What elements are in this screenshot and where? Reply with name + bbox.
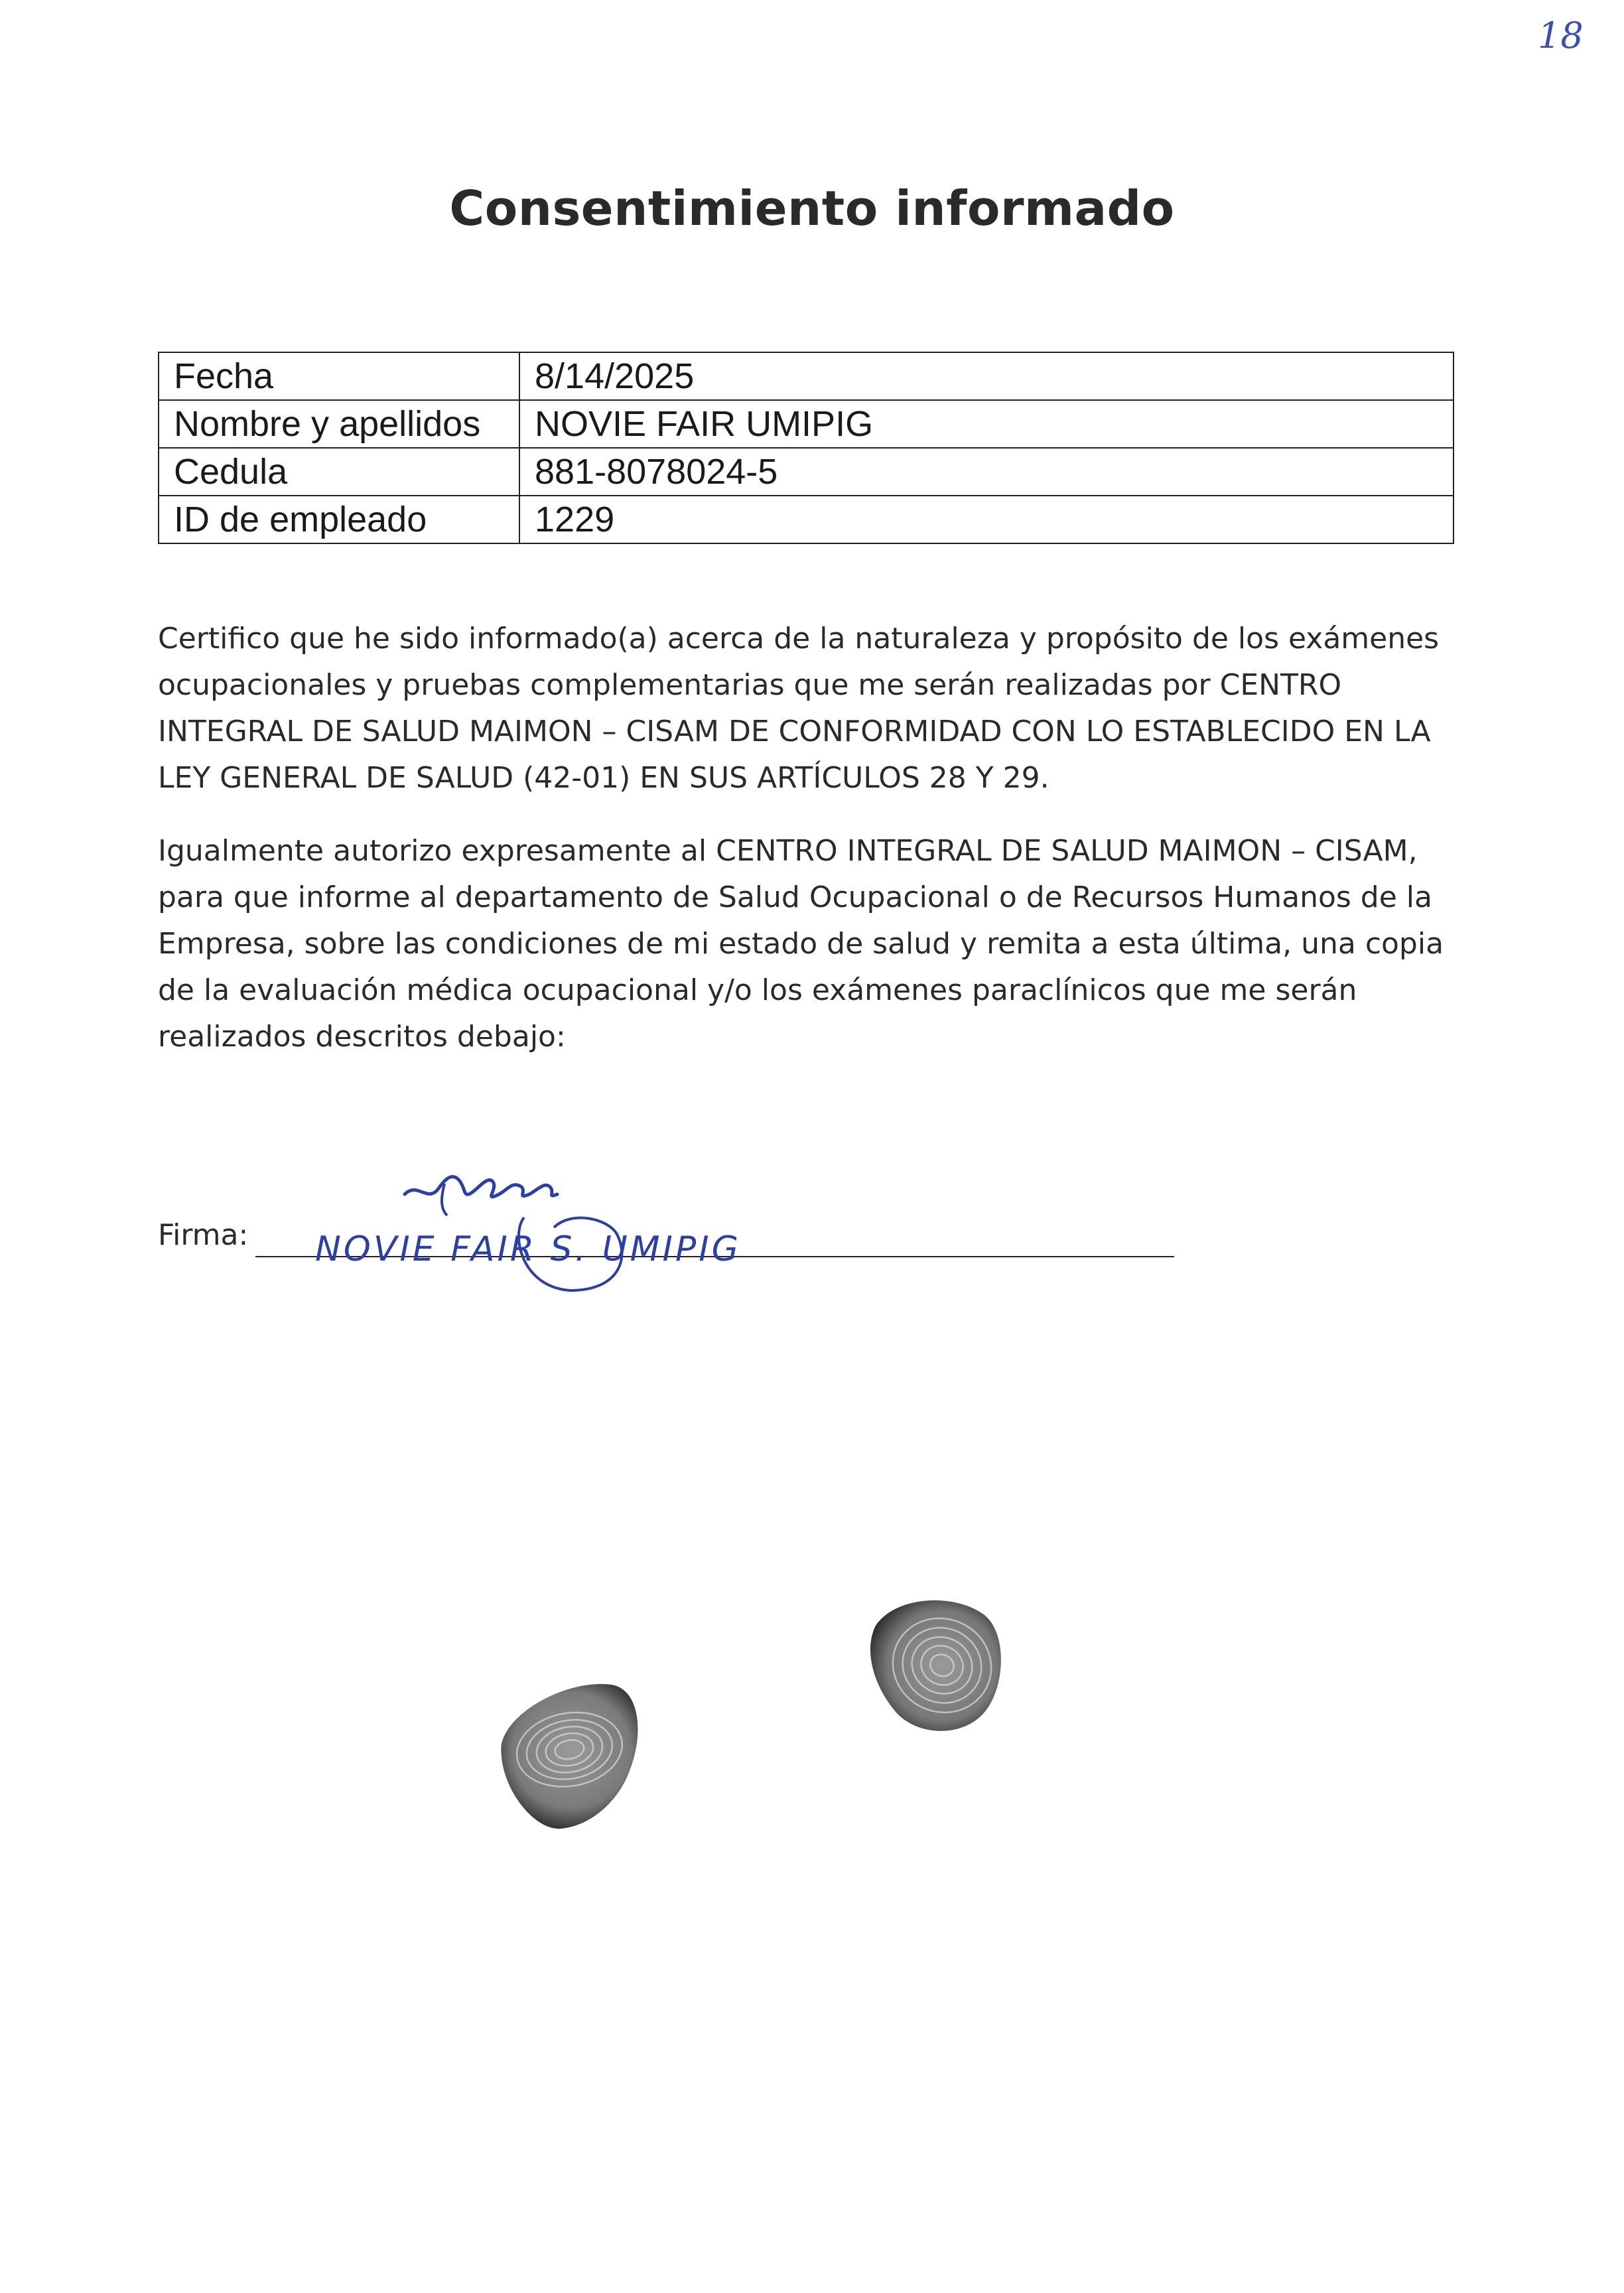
field-value-fecha: 8/14/2025 [519, 352, 1454, 400]
table-row [159, 448, 1454, 496]
info-table [158, 352, 1454, 544]
document-title: Consentimiento informado [449, 180, 1175, 236]
fingerprint-right-icon [849, 1579, 1022, 1752]
table-row [159, 496, 1454, 543]
page-number: 18 [1538, 15, 1584, 56]
table-row [159, 352, 1454, 400]
signature-label: Firma: [158, 1218, 249, 1252]
consent-paragraph-2: Igualmente autorizo expresamente al CENTRO INTEGRAL DE SALUD MAIMON – CISAM, para que informe al departamento de Salud Ocupacional o de Recursos Humanos de la Empresa, sobre las condiciones de mi estado de salud y remita a esta última, una copia de la evaluación médica ocupacional y/o los exámenes paraclínicos que me serán realizados descritos debajo: [158, 834, 1444, 1054]
field-value-id-empleado: 1229 [519, 496, 1454, 543]
consent-paragraph-1: Certifico que he sido informado(a) acerca de la naturaleza y propósito de los exámenes ocupacionales y pruebas complementarias que me serán realizadas por CENTRO INTEGRAL DE SALUD MAIMON – CISAM DE CONFORMIDAD CON LO ESTABLECIDO EN LA LEY GENERAL DE SALUD (42-01) EN SUS ARTÍCULOS 28 Y 29. [158, 622, 1440, 795]
field-label-nombre: Nombre y apellidos [159, 400, 519, 448]
handwritten-signature [285, 1154, 829, 1307]
table-row [159, 400, 1454, 448]
field-value-cedula: 881-8078024-5 [519, 448, 1454, 496]
fingerprint-left-icon [484, 1672, 670, 1838]
field-value-nombre: NOVIE FAIR UMIPIG [519, 400, 1454, 448]
field-label-id-empleado: ID de empleado [159, 496, 519, 543]
field-label-fecha: Fecha [159, 352, 519, 400]
signature-handwritten-name: NOVIE FAIR S. UMIPIG [315, 1229, 741, 1269]
field-label-cedula: Cedula [159, 448, 519, 496]
